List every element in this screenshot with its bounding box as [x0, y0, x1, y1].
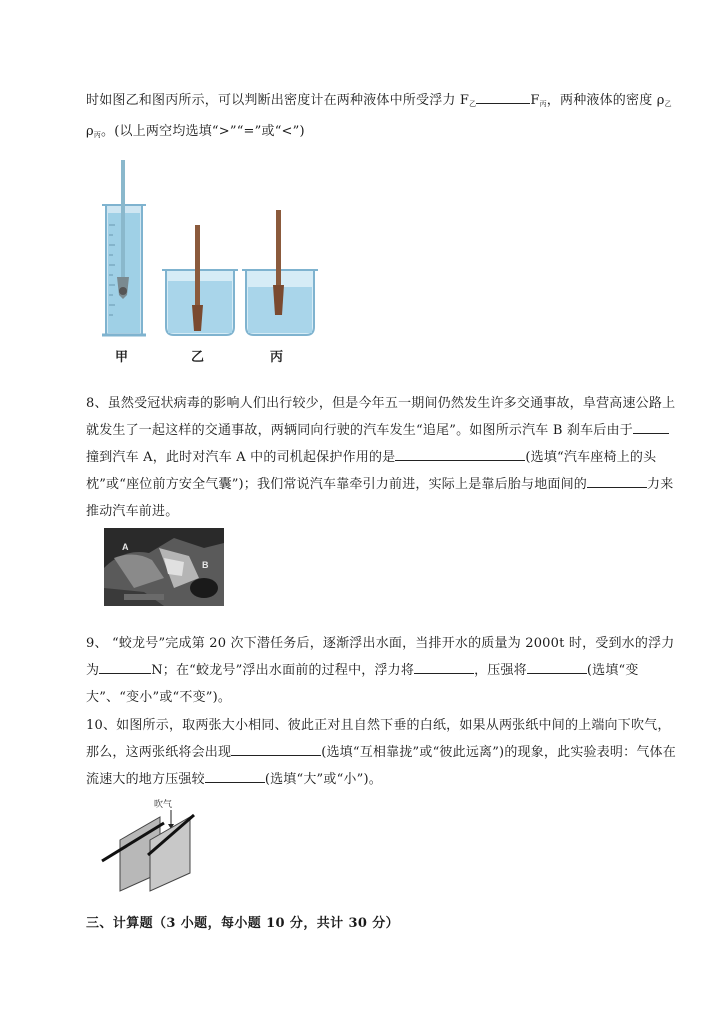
- question-10: 10、如图所示，取两张大小相同、彼此正对且自然下垂的白纸，如果从两张纸中间的上端向下吹气，那么，这两张纸将会出现 (选填“互相靠拢”或“彼此远离”)的现象，此实验表明：气体在流速大的地方压强较 (选填“大”或“小”)。: [86, 718, 676, 787]
- answer-blank-friction[interactable]: [587, 473, 647, 488]
- label-car-b: B: [202, 560, 209, 570]
- graduated-cylinder: [102, 160, 146, 335]
- answer-blank-buoyant-force[interactable]: [99, 659, 151, 674]
- label-jia: 甲: [115, 350, 129, 365]
- answer-blank-paper-motion[interactable]: [231, 741, 321, 756]
- question-7-continuation: 时如图乙和图丙所示，可以判断出密度计在两种液体中所受浮力 $F_乙$ $F_丙$，两种液体的密度 $\rho_乙$ $\rho_丙$。(以上两空均选填“>”“=”或“<”): [86, 87, 676, 149]
- question-9: 9、 “蛟龙号”完成第 20 次下潜任务后，逐渐浮出水面，当排开水的质量为 2000t 时，受到水的浮力为 N；在“蛟龙号”浮出水面前的过程中，浮力将 ，压强将 (选填“变大”、“变小”或“不变”)。: [86, 636, 675, 705]
- question-8: 8、虽然受冠状病毒的影响人们出行较少，但是今年五一期间仍然发生许多交通事故，阜营高速公路上就发生了一起这样的交通事故，两辆同向行驶的汽车发生“追尾”。如图所示汽车 B 刹车后由于撞到汽车 A，此时对汽车 A 中的司机起保护作用的是 (选填“汽车座椅上的头枕”或“座位前方安全气囊”)；我们常说汽车靠牵引力前进，实际上是靠后胎与地面间的 力来推动汽车前进。: [86, 396, 676, 519]
- answer-blank-pressure[interactable]: [205, 768, 265, 783]
- label-car-a: A: [122, 542, 129, 552]
- answer-blank-buoyancy[interactable]: [476, 89, 530, 104]
- answer-blank-buoyancy-change[interactable]: [414, 659, 474, 674]
- label-bing: 丙: [270, 350, 284, 365]
- paper-blowing-figure: [98, 795, 208, 895]
- hydrometer-figure: [100, 155, 320, 345]
- beaker-yi: [162, 225, 238, 335]
- label-yi: 乙: [191, 350, 205, 365]
- car-collision-photo: [104, 528, 224, 606]
- answer-blank-inertia[interactable]: [633, 419, 669, 434]
- answer-blank-protection[interactable]: [395, 446, 525, 461]
- answer-blank-pressure-change[interactable]: [527, 659, 587, 674]
- label-blow: 吹气: [154, 800, 173, 810]
- beaker-bing: [242, 210, 318, 335]
- section-3-heading: 三、计算题（3 小题，每小题 10 分，共计 30 分）: [86, 916, 400, 931]
